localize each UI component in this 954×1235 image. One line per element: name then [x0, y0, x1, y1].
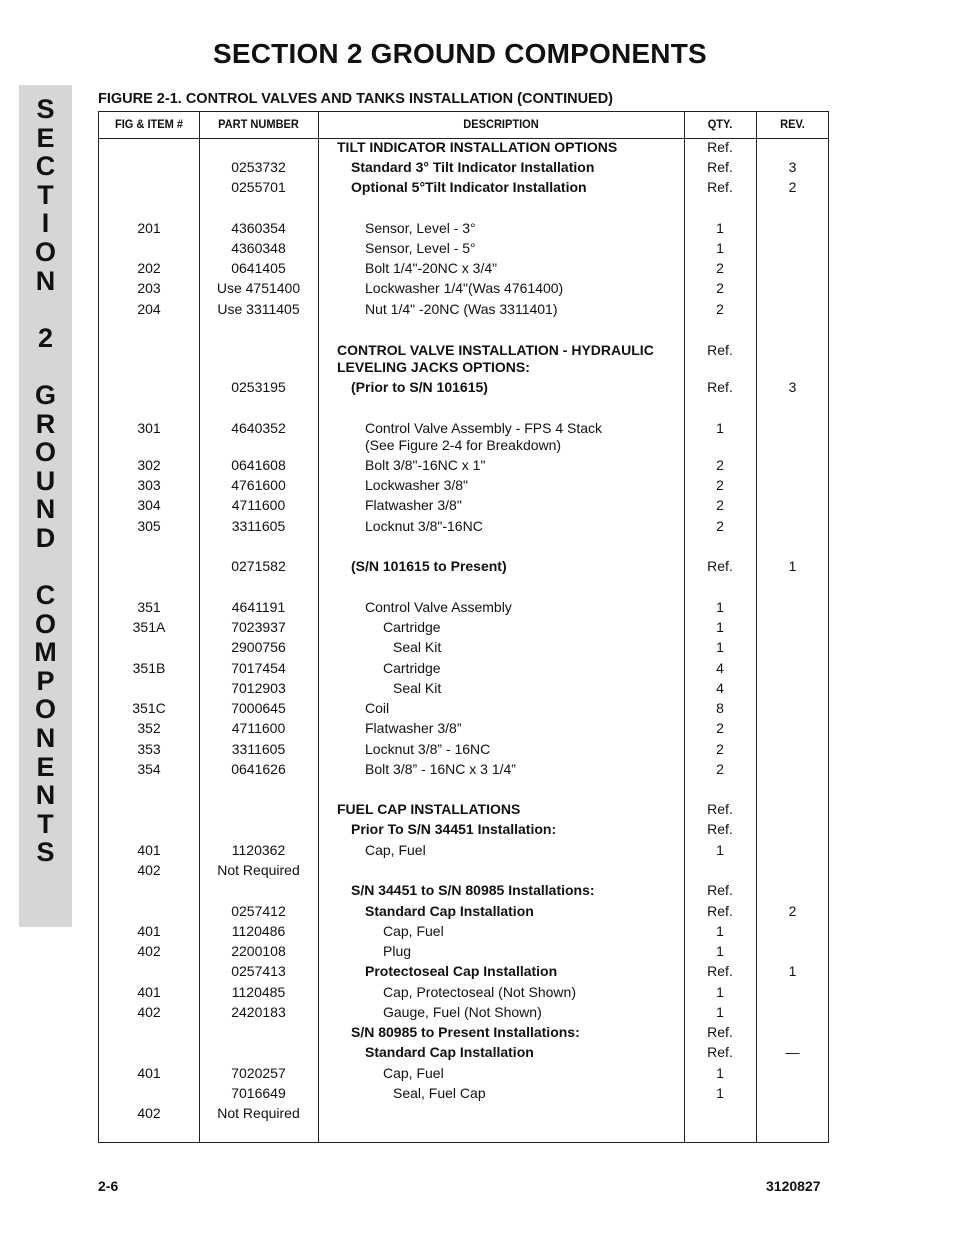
fig-item-cell: 401 — [137, 842, 161, 858]
part-number-cell: 4360354 — [231, 220, 286, 236]
part-number-cell: 0271582 — [231, 558, 286, 574]
part-number-cell: 4360348 — [231, 240, 286, 256]
qty-cell: Ref. — [707, 342, 733, 358]
rev-cell: 2 — [788, 903, 797, 919]
description-cell: Nut 1/4" -20NC (Was 3311401) — [365, 301, 558, 317]
part-number-cell: 3311605 — [231, 741, 286, 757]
fig-item-cell: 201 — [137, 220, 161, 236]
part-number-cell: 7016649 — [231, 1085, 286, 1101]
fig-item-cell: 351A — [132, 619, 166, 635]
description-cell: Cartridge — [383, 619, 441, 635]
part-number-cell: 7000645 — [231, 700, 286, 716]
qty-cell: Ref. — [707, 558, 733, 574]
qty-cell: 2 — [716, 301, 724, 317]
rev-cell: 3 — [788, 379, 797, 395]
description-cell: (See Figure 2-4 for Breakdown) — [365, 437, 562, 453]
part-number-cell: 2420183 — [231, 1004, 286, 1020]
description-cell: Sensor, Level - 5° — [365, 240, 476, 256]
qty-cell: 1 — [716, 1004, 724, 1020]
qty-cell: 1 — [716, 240, 724, 256]
description-cell: Locknut 3/8"-16NC — [365, 518, 483, 534]
qty-cell: 2 — [716, 477, 724, 493]
fig-item-cell: 401 — [137, 923, 161, 939]
description-cell: Seal Kit — [393, 680, 442, 696]
part-number-cell: 0257413 — [231, 963, 286, 979]
qty-cell: Ref. — [707, 379, 733, 395]
fig-item-cell: 303 — [137, 477, 161, 493]
part-number-cell: 0253195 — [231, 379, 286, 395]
description-cell: Optional 5°Tilt Indicator Installation — [351, 179, 587, 195]
description-cell: Lockwasher 3/8" — [365, 477, 469, 493]
rev-cell: — — [785, 1044, 800, 1060]
description-cell: Flatwasher 3/8” — [365, 720, 462, 736]
rev-cell: 2 — [788, 179, 797, 195]
part-number-cell: 1120486 — [231, 923, 286, 939]
description-cell: Prior To S/N 34451 Installation: — [351, 821, 557, 837]
part-number-cell: 2200108 — [231, 943, 286, 959]
description-cell: FUEL CAP INSTALLATIONS — [337, 801, 521, 817]
fig-item-cell: 301 — [137, 420, 161, 436]
qty-cell: Ref. — [707, 179, 733, 195]
fig-item-cell: 354 — [137, 761, 161, 777]
description-cell: Standard 3° Tilt Indicator Installation — [351, 159, 595, 175]
description-cell: Cartridge — [383, 660, 441, 676]
qty-cell: Ref. — [707, 159, 733, 175]
section-sidebar-tab — [19, 85, 72, 927]
qty-cell: 4 — [716, 660, 724, 676]
description-cell: S/N 80985 to Present Installations: — [351, 1024, 580, 1040]
part-number-cell: 0641405 — [231, 260, 286, 276]
description-cell: Plug — [383, 943, 412, 959]
description-cell: Gauge, Fuel (Not Shown) — [383, 1004, 542, 1020]
qty-cell: 2 — [716, 457, 724, 473]
column-divider — [318, 112, 319, 1142]
header-fig-item: FIG & ITEM # — [114, 117, 184, 131]
qty-cell: Ref. — [707, 1024, 733, 1040]
qty-cell: 1 — [716, 984, 724, 1000]
qty-cell: 2 — [716, 741, 724, 757]
part-number-cell: 3311605 — [231, 518, 286, 534]
part-number-cell: 2900756 — [231, 639, 286, 655]
qty-cell: 1 — [716, 220, 724, 236]
fig-item-cell: 202 — [137, 260, 161, 276]
part-number-cell: 0257412 — [231, 903, 286, 919]
description-cell: Cap, Fuel — [383, 1065, 444, 1081]
fig-item-cell: 352 — [137, 720, 161, 736]
part-number-cell: 7012903 — [231, 680, 286, 696]
rev-cell: 1 — [788, 558, 797, 574]
rev-cell: 1 — [788, 963, 797, 979]
qty-cell: Ref. — [707, 1044, 733, 1060]
qty-cell: Ref. — [707, 882, 733, 898]
description-cell: (S/N 101615 to Present) — [351, 558, 507, 574]
parts-table — [98, 111, 829, 1143]
description-cell: Cap, Fuel — [383, 923, 444, 939]
qty-cell: Ref. — [707, 139, 733, 155]
qty-cell: 1 — [716, 619, 724, 635]
part-number-cell: 4640352 — [231, 420, 286, 436]
qty-cell: Ref. — [707, 963, 733, 979]
qty-cell: Ref. — [707, 821, 733, 837]
qty-cell: 4 — [716, 680, 724, 696]
part-number-cell: 0641608 — [231, 457, 286, 473]
part-number-cell: 7020257 — [231, 1065, 286, 1081]
part-number-cell: 7017454 — [231, 660, 286, 676]
description-cell: Cap, Protectoseal (Not Shown) — [383, 984, 576, 1000]
description-cell: Flatwasher 3/8" — [365, 497, 462, 513]
qty-cell: 1 — [716, 420, 724, 436]
part-number-cell: 0253732 — [231, 159, 286, 175]
part-number-cell: 0255701 — [231, 179, 286, 195]
fig-item-cell: 402 — [137, 943, 161, 959]
qty-cell: Ref. — [707, 903, 733, 919]
description-cell: Locknut 3/8” - 16NC — [365, 741, 491, 757]
description-cell: Bolt 3/8” - 16NC x 3 1/4” — [365, 761, 516, 777]
part-number-cell: 4711600 — [231, 720, 286, 736]
qty-cell: 1 — [716, 1085, 724, 1101]
fig-item-cell: 351B — [132, 660, 166, 676]
qty-cell: 1 — [716, 1065, 724, 1081]
fig-item-cell: 305 — [137, 518, 161, 534]
sidebar-vertical-text: S E C T I O N 2 G R O U N D C O M P O N E N T S — [34, 94, 57, 868]
fig-item-cell: 402 — [137, 1004, 161, 1020]
description-cell: Coil — [365, 700, 390, 716]
page-number: 2-6 — [98, 1178, 119, 1194]
header-rev: REV. — [780, 117, 805, 131]
qty-cell: 1 — [716, 639, 724, 655]
description-cell: Bolt 1/4"-20NC x 3/4" — [365, 260, 498, 276]
part-number-cell: 4641191 — [231, 599, 286, 615]
qty-cell: 1 — [716, 842, 724, 858]
fig-item-cell: 401 — [137, 1065, 161, 1081]
part-number-cell: 7023937 — [231, 619, 286, 635]
document-number: 3120827 — [766, 1178, 821, 1194]
description-cell: Protectoseal Cap Installation — [365, 963, 558, 979]
description-cell: Control Valve Assembly — [365, 599, 512, 615]
qty-cell: 2 — [716, 280, 724, 296]
page-title: SECTION 2 GROUND COMPONENTS — [213, 38, 707, 69]
part-number-cell: Not Required — [217, 862, 300, 878]
rev-cell: 3 — [788, 159, 797, 175]
part-number-cell: 4761600 — [231, 477, 286, 493]
fig-item-cell: 402 — [137, 1105, 161, 1121]
fig-item-cell: 402 — [137, 862, 161, 878]
description-cell: Control Valve Assembly - FPS 4 Stack — [365, 420, 603, 436]
description-cell: Cap, Fuel — [365, 842, 426, 858]
qty-cell: 2 — [716, 761, 724, 777]
fig-item-cell: 304 — [137, 497, 161, 513]
description-cell: Lockwasher 1/4"(Was 4761400) — [365, 280, 564, 296]
description-cell: (Prior to S/N 101615) — [351, 379, 488, 395]
qty-cell: 1 — [716, 943, 724, 959]
description-cell: Seal Kit — [393, 639, 442, 655]
description-cell: LEVELING JACKS OPTIONS: — [337, 359, 530, 375]
description-cell: Standard Cap Installation — [365, 1044, 534, 1060]
qty-cell: 1 — [716, 923, 724, 939]
qty-cell: 2 — [716, 497, 724, 513]
column-divider — [756, 112, 757, 1142]
part-number-cell: 1120362 — [231, 842, 286, 858]
qty-cell: 2 — [716, 260, 724, 276]
part-number-cell: Not Required — [217, 1105, 300, 1121]
description-cell: Sensor, Level - 3° — [365, 220, 476, 236]
fig-item-cell: 351C — [132, 700, 166, 716]
header-part-number: PART NUMBER — [218, 117, 299, 131]
part-number-cell: 4711600 — [231, 497, 286, 513]
description-cell: Standard Cap Installation — [365, 903, 534, 919]
qty-cell: 1 — [716, 599, 724, 615]
description-cell: TILT INDICATOR INSTALLATION OPTIONS — [337, 139, 618, 155]
part-number-cell: 1120485 — [231, 984, 286, 1000]
description-cell: Seal, Fuel Cap — [393, 1085, 486, 1101]
fig-item-cell: 401 — [137, 984, 161, 1000]
fig-item-cell: 203 — [137, 280, 161, 296]
qty-cell: Ref. — [707, 801, 733, 817]
fig-item-cell: 204 — [137, 301, 161, 317]
header-qty: QTY. — [707, 117, 733, 131]
fig-item-cell: 351 — [137, 599, 161, 615]
fig-item-cell: 353 — [137, 741, 161, 757]
description-cell: S/N 34451 to S/N 80985 Installations: — [351, 882, 595, 898]
part-number-cell: Use 3311405 — [217, 301, 300, 317]
figure-title: FIGURE 2-1. CONTROL VALVES AND TANKS INSTALLATION (CONTINUED) — [98, 91, 614, 107]
header-description: DESCRIPTION — [463, 117, 539, 131]
description-cell: Bolt 3/8"-16NC x 1" — [365, 457, 486, 473]
qty-cell: 2 — [716, 720, 724, 736]
part-number-cell: 0641626 — [231, 761, 286, 777]
part-number-cell: Use 4751400 — [216, 280, 301, 296]
qty-cell: 2 — [716, 518, 724, 534]
description-cell: CONTROL VALVE INSTALLATION - HYDRAULIC — [337, 342, 654, 358]
fig-item-cell: 302 — [137, 457, 161, 473]
qty-cell: 8 — [716, 700, 724, 716]
